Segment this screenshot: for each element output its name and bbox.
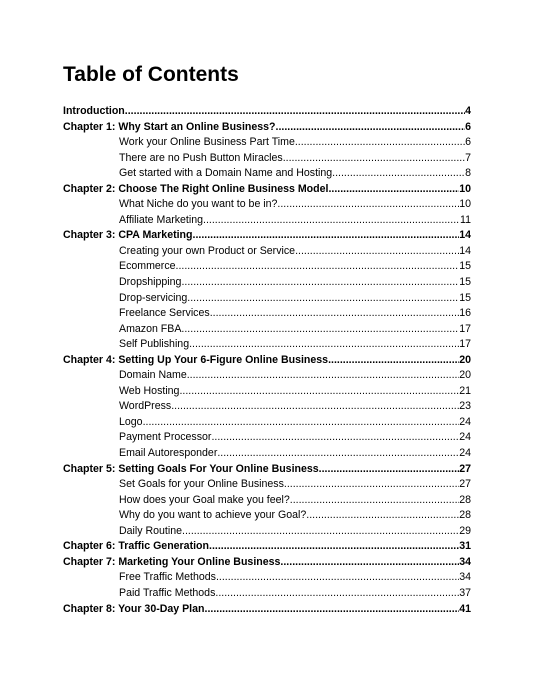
toc-page-number: 20 xyxy=(459,353,471,366)
toc-page-number: 28 xyxy=(459,509,471,522)
toc-page-number: 24 xyxy=(459,415,471,428)
toc-page-number: 23 xyxy=(459,400,471,413)
toc-entry-label: Dropshipping xyxy=(119,276,182,289)
toc-page-number: 27 xyxy=(459,478,471,491)
toc-entry-label: Free Traffic Methods xyxy=(119,571,216,584)
toc-section-entry[interactable] xyxy=(63,135,471,151)
toc-entry-label: Paid Traffic Methods xyxy=(119,586,216,599)
toc-entry-label: Chapter 1: Why Start an Online Business? xyxy=(63,120,276,133)
toc-entry-label: Chapter 7: Marketing Your Online Business xyxy=(63,555,281,568)
page-title: Table of Contents xyxy=(63,63,239,86)
toc-page-number: 28 xyxy=(459,493,471,506)
toc-entry-label: Chapter 3: CPA Marketing xyxy=(63,229,193,242)
toc-entry-label: Chapter 6: Traffic Generation xyxy=(63,540,209,553)
toc-section-entry[interactable] xyxy=(63,399,471,415)
toc-section-entry[interactable] xyxy=(63,508,471,524)
toc-dot-leader xyxy=(210,306,460,322)
toc-entry-label: How does your Goal make you feel? xyxy=(119,493,290,506)
toc-entry-label: Amazon FBA xyxy=(119,322,182,335)
toc-entry-label: There are no Push Button Miracles xyxy=(119,151,283,164)
toc-page-number: 15 xyxy=(459,291,471,304)
toc-dot-leader xyxy=(284,477,459,493)
toc-chapter-entry[interactable] xyxy=(63,182,471,198)
toc-section-entry[interactable] xyxy=(63,586,471,602)
toc-dot-leader xyxy=(277,197,459,213)
toc-page-number: 24 xyxy=(459,447,471,460)
toc-page-number: 14 xyxy=(459,229,471,242)
toc-dot-leader xyxy=(217,446,459,462)
toc-entry-label: Freelance Services xyxy=(119,307,210,320)
toc-section-entry[interactable] xyxy=(63,197,471,213)
toc-dot-leader xyxy=(209,539,459,555)
toc-section-entry[interactable] xyxy=(63,430,471,446)
toc-page-number: 41 xyxy=(459,602,471,615)
toc-page-number: 6 xyxy=(465,120,471,133)
toc-dot-leader xyxy=(211,430,459,446)
toc-page-number: 4 xyxy=(465,105,471,117)
toc-dot-leader xyxy=(143,415,460,431)
toc-dot-leader xyxy=(205,602,460,618)
toc-chapter-entry[interactable] xyxy=(63,462,471,478)
toc-page-number: 24 xyxy=(459,431,471,444)
toc-section-entry[interactable] xyxy=(63,415,471,431)
toc-dot-leader xyxy=(283,151,465,167)
toc-dot-leader xyxy=(187,291,459,307)
toc-entry-label: Chapter 8: Your 30-Day Plan xyxy=(63,602,205,615)
toc-dot-leader xyxy=(171,399,459,415)
toc-page-number: 17 xyxy=(459,338,471,351)
toc-dot-leader xyxy=(215,586,459,602)
toc-entry-label: Drop-servicing xyxy=(119,291,188,304)
toc-dot-leader xyxy=(176,259,460,275)
toc-entry-label: WordPress xyxy=(119,400,172,413)
toc-page-number: 15 xyxy=(459,260,471,273)
toc-section-entry[interactable] xyxy=(63,291,471,307)
toc-entry-label: Why do you want to achieve your Goal? xyxy=(119,509,307,522)
toc-dot-leader xyxy=(181,275,459,291)
toc-page-number: 20 xyxy=(459,369,471,382)
toc-chapter-entry[interactable] xyxy=(63,120,471,136)
toc-page-number: 10 xyxy=(459,182,471,195)
toc-section-entry[interactable] xyxy=(63,322,471,338)
toc-dot-leader xyxy=(193,228,460,244)
toc-entry-label: Web Hosting xyxy=(119,384,180,397)
toc-section-entry[interactable] xyxy=(63,368,471,384)
toc-entry-label: Self Publishing xyxy=(119,338,190,351)
toc-dot-leader xyxy=(290,493,459,509)
toc-section-entry[interactable] xyxy=(63,384,471,400)
toc-page-number: 6 xyxy=(465,136,471,149)
toc-entry-label: What Niche do you want to be in? xyxy=(119,198,278,211)
toc-page-number: 29 xyxy=(459,524,471,537)
toc-entry-label: Creating your own Product or Service xyxy=(119,244,296,257)
toc-dot-leader xyxy=(280,555,459,571)
toc-section-entry[interactable] xyxy=(63,244,471,260)
toc-entry-label: Daily Routine xyxy=(119,524,183,537)
toc-chapter-entry[interactable] xyxy=(63,539,471,555)
toc-page-number: 27 xyxy=(459,462,471,475)
toc-page-number: 15 xyxy=(459,276,471,289)
toc-entry-label: Ecommerce xyxy=(119,260,176,273)
toc-chapter-entry[interactable] xyxy=(63,353,471,369)
toc-entry-label: Email Autoresponder xyxy=(119,447,218,460)
toc-dot-leader xyxy=(187,368,459,384)
toc-dot-leader xyxy=(125,104,465,120)
toc-section-entry[interactable] xyxy=(63,151,471,167)
toc-entry-label: Get started with a Domain Name and Hosting xyxy=(119,167,333,180)
toc-page-number: 34 xyxy=(459,571,471,584)
toc-page-number: 16 xyxy=(459,307,471,320)
toc-chapter-entry[interactable] xyxy=(63,228,471,244)
toc-dot-leader xyxy=(216,570,459,586)
toc-section-entry[interactable] xyxy=(63,477,471,493)
toc-section-entry[interactable] xyxy=(63,259,471,275)
table-of-contents xyxy=(63,104,471,617)
toc-page-number: 7 xyxy=(465,151,471,164)
toc-entry-label: Set Goals for your Online Business xyxy=(119,478,284,491)
toc-page-number: 8 xyxy=(465,167,471,180)
toc-page-number: 31 xyxy=(459,540,471,553)
toc-section-entry[interactable] xyxy=(63,524,471,540)
toc-entry-label: Introduction xyxy=(63,105,125,117)
toc-chapter-entry[interactable] xyxy=(63,602,471,618)
toc-section-entry[interactable] xyxy=(63,275,471,291)
toc-section-entry[interactable] xyxy=(63,306,471,322)
toc-dot-leader xyxy=(332,166,465,182)
toc-dot-leader xyxy=(295,244,459,260)
toc-entry-label: Work your Online Business Part Time xyxy=(119,136,295,149)
toc-dot-leader xyxy=(181,322,459,338)
toc-section-entry[interactable] xyxy=(63,213,471,229)
toc-dot-leader xyxy=(276,120,466,136)
toc-page-number: 34 xyxy=(459,555,471,568)
toc-section-entry[interactable] xyxy=(63,337,471,353)
toc-entry-label: Payment Processor xyxy=(119,431,212,444)
toc-entry-label: Logo xyxy=(119,415,143,428)
toc-entry-label: Chapter 2: Choose The Right Online Business Model xyxy=(63,182,329,195)
toc-dot-leader xyxy=(328,182,459,198)
toc-page-number: 11 xyxy=(460,213,471,226)
toc-chapter-entry[interactable] xyxy=(63,555,471,571)
toc-page-number: 37 xyxy=(459,586,471,599)
toc-dot-leader xyxy=(319,462,460,478)
toc-dot-leader xyxy=(328,353,459,369)
toc-dot-leader xyxy=(189,337,459,353)
toc-page-number: 14 xyxy=(459,244,471,257)
toc-entry-label: Chapter 5: Setting Goals For Your Online Business xyxy=(63,462,319,475)
toc-page-number: 10 xyxy=(459,198,471,211)
toc-entry-label: Domain Name xyxy=(119,369,187,382)
toc-section-entry[interactable] xyxy=(63,446,471,462)
toc-section-entry[interactable] xyxy=(63,570,471,586)
toc-entry-label: Affiliate Marketing xyxy=(119,213,204,226)
toc-section-entry[interactable] xyxy=(63,493,471,509)
toc-page-number: 17 xyxy=(459,322,471,335)
toc-dot-leader xyxy=(295,135,465,151)
toc-dot-leader xyxy=(203,213,460,229)
toc-dot-leader xyxy=(306,508,459,524)
toc-page-number: 21 xyxy=(459,384,471,397)
toc-dot-leader xyxy=(182,524,459,540)
toc-section-entry[interactable] xyxy=(63,166,471,182)
toc-chapter-entry[interactable] xyxy=(63,104,471,120)
toc-dot-leader xyxy=(179,384,459,400)
toc-entry-label: Chapter 4: Setting Up Your 6-Figure Online Business xyxy=(63,353,329,366)
